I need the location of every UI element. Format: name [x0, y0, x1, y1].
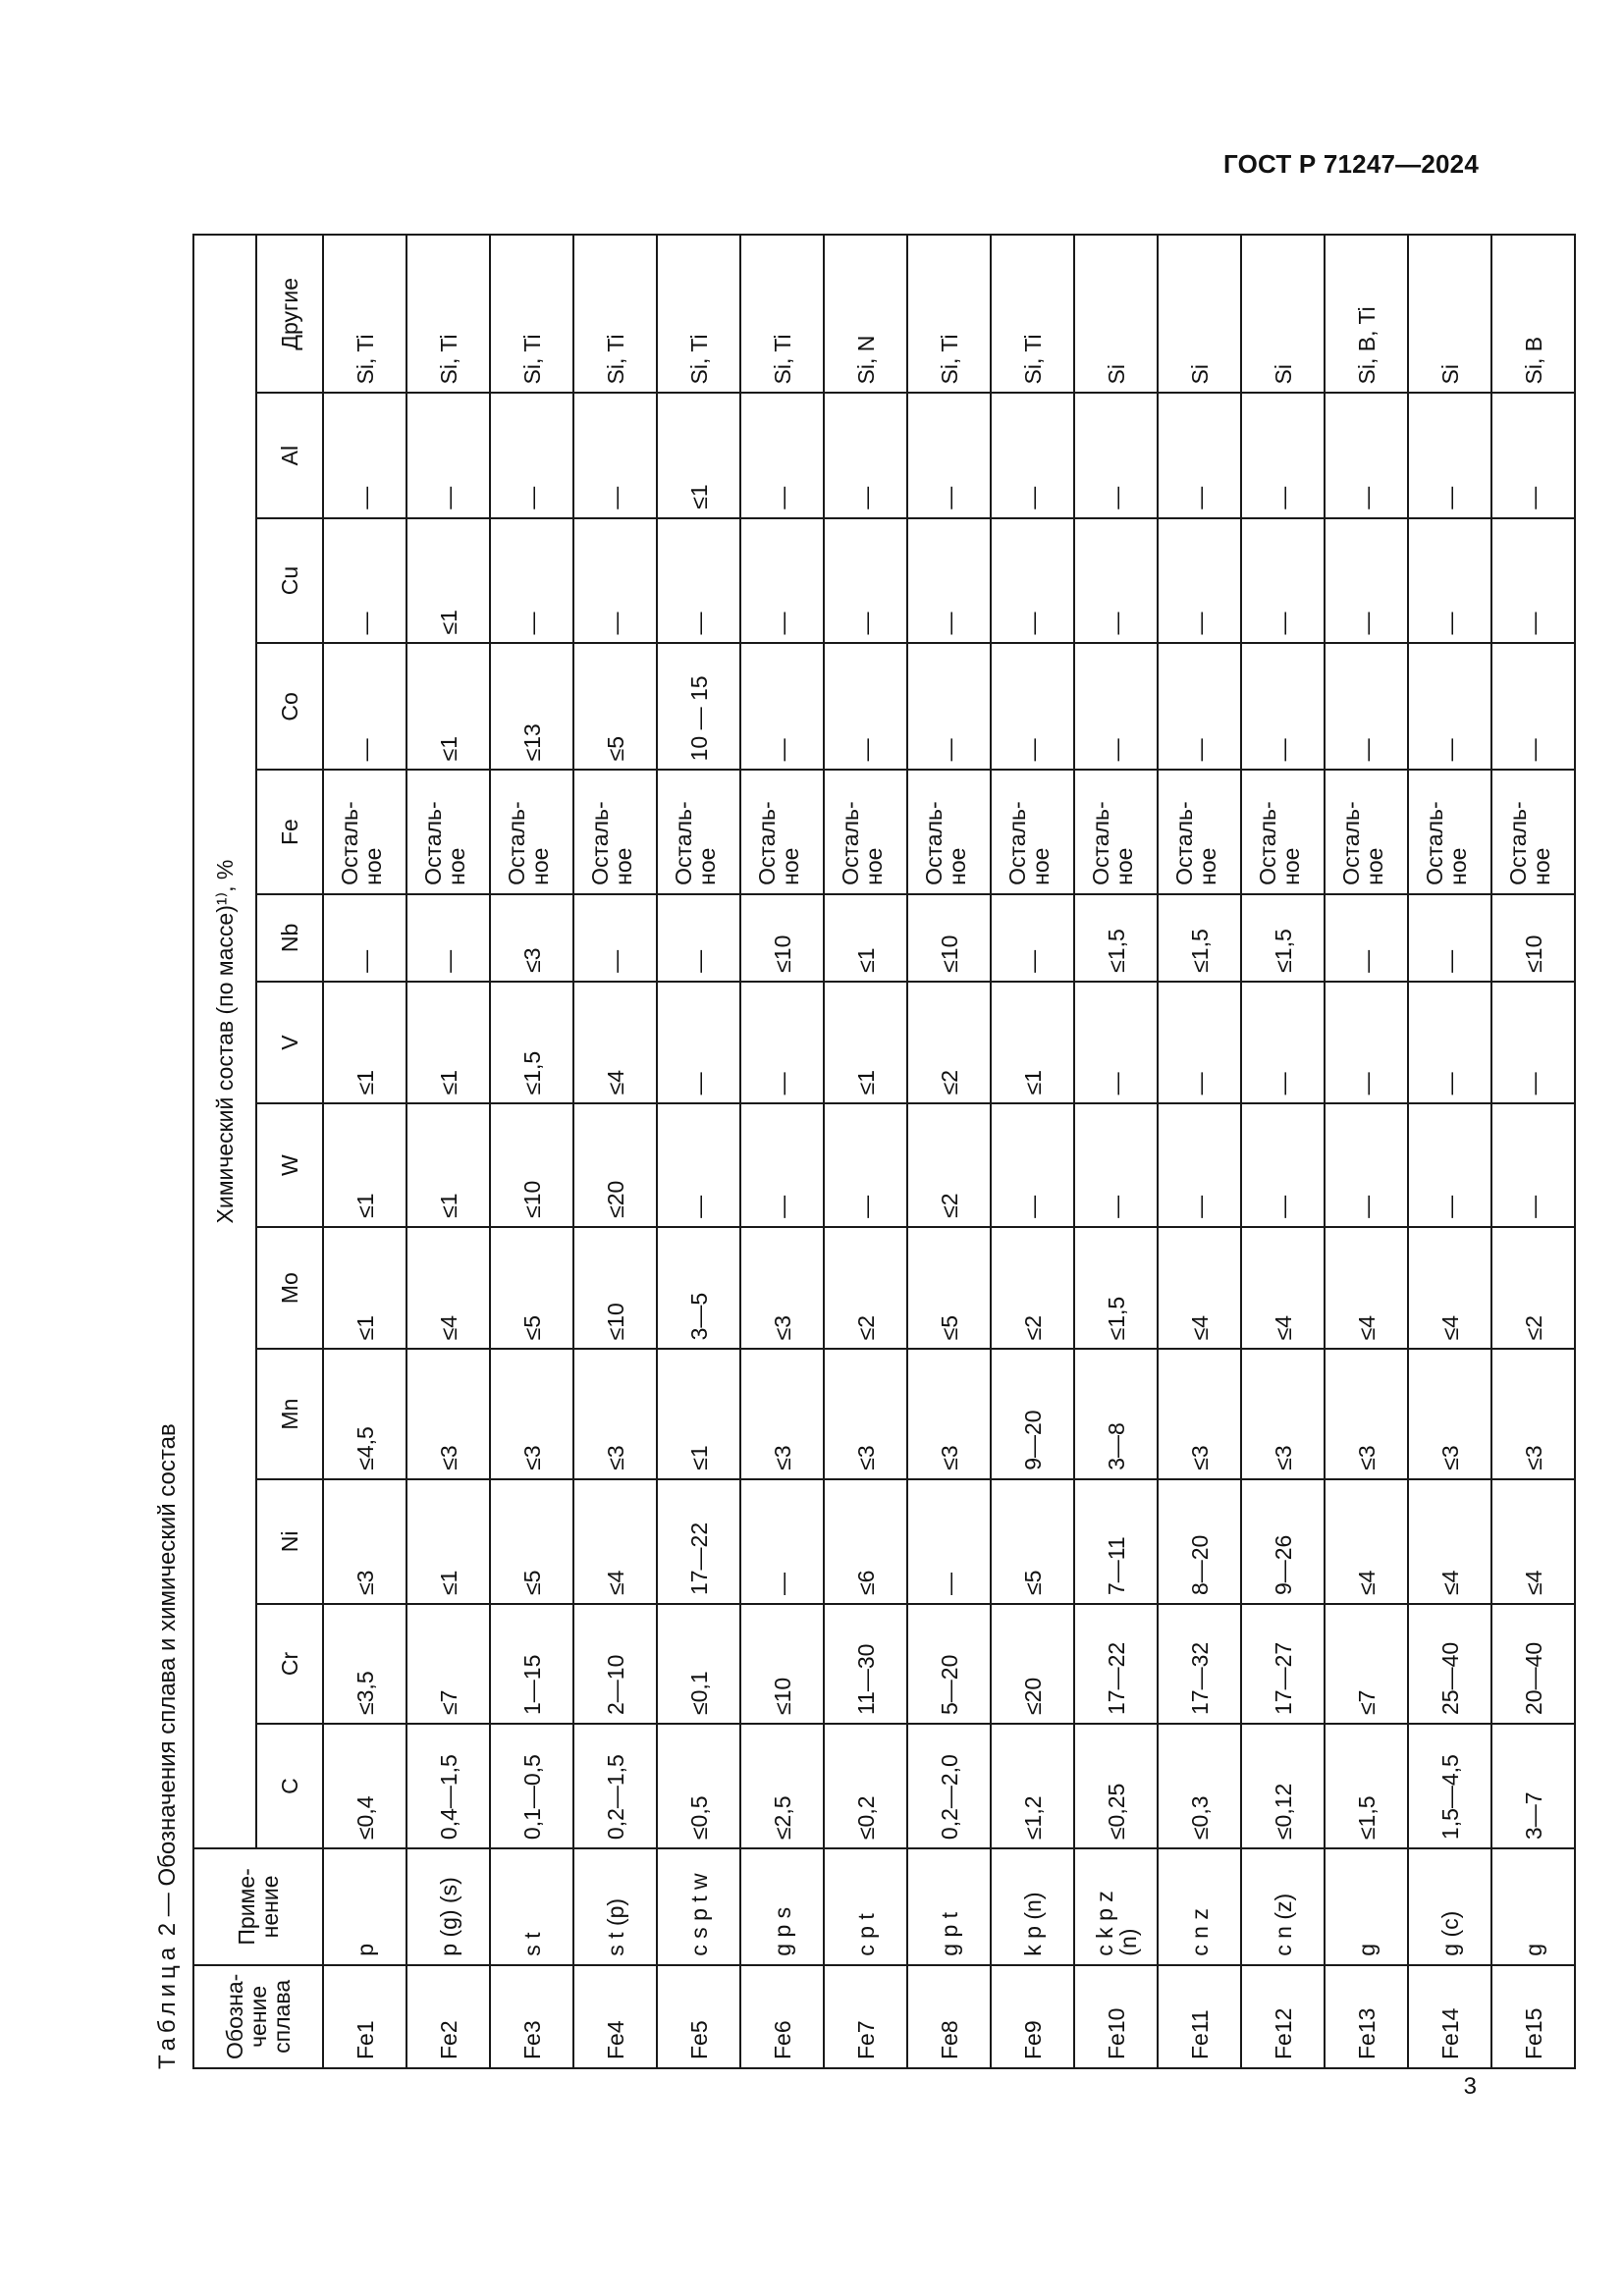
alloy-designation-cell: Fe14 [1408, 1965, 1491, 2068]
application-cell: g [1491, 1848, 1575, 1965]
header-element: Cr [256, 1604, 323, 1724]
header-element: Nb [256, 894, 323, 982]
table-caption-text: 2 — Обозначения сплава и химический состав [154, 1423, 181, 1943]
composition-cell: ≤4,5 [323, 1349, 406, 1478]
composition-cell: ≤1 [406, 518, 490, 644]
composition-cell: — [740, 393, 824, 517]
composition-cell: — [740, 1103, 824, 1226]
composition-cell: Осталь- ное [740, 770, 824, 894]
composition-cell: ≤0,2 [824, 1724, 907, 1848]
composition-cell: ≤4 [1158, 1227, 1241, 1350]
composition-cell: — [323, 894, 406, 982]
composition-cell: Si [1408, 235, 1491, 393]
alloy-designation-cell: Fe3 [490, 1965, 573, 2068]
composition-cell: — [824, 1103, 907, 1226]
header-element: W [256, 1103, 323, 1226]
composition-cell: ≤4 [573, 1479, 657, 1604]
composition-cell: ≤2 [1491, 1227, 1575, 1350]
application-cell: g p t [907, 1848, 991, 1965]
composition-cell: — [1158, 982, 1241, 1104]
composition-cell: 20—40 [1491, 1604, 1575, 1724]
composition-cell: — [740, 1479, 824, 1604]
composition-cell: Осталь- ное [1491, 770, 1575, 894]
composition-cell: ≤2 [907, 982, 991, 1104]
table-row [490, 235, 573, 2068]
composition-cell: Si, Ti [406, 235, 490, 393]
composition-cell: Si [1241, 235, 1325, 393]
table-row [824, 235, 907, 2068]
composition-cell: — [490, 393, 573, 517]
composition-cell: ≤3 [490, 894, 573, 982]
composition-cell: — [1408, 643, 1491, 770]
composition-cell: ≤0,3 [1158, 1724, 1241, 1848]
composition-cell: ≤4 [1408, 1227, 1491, 1350]
application-cell: p (g) (s) [406, 1848, 490, 1965]
composition-cell: 5—20 [907, 1604, 991, 1724]
alloy-designation-cell: Fe1 [323, 1965, 406, 2068]
application-cell: c p t [824, 1848, 907, 1965]
composition-cell: — [1325, 982, 1408, 1104]
composition-cell: ≤1 [406, 982, 490, 1104]
composition-cell: ≤4 [1325, 1479, 1408, 1604]
composition-cell: — [1408, 894, 1491, 982]
document-code: ГОСТ Р 71247—2024 [1223, 149, 1479, 179]
composition-cell: ≤6 [824, 1479, 907, 1604]
alloy-designation-cell: Fe10 [1074, 1965, 1158, 2068]
rotated-table-block [145, 234, 1554, 2069]
composition-cell: ≤0,5 [657, 1724, 740, 1848]
composition-cell: — [1491, 518, 1575, 644]
alloy-designation-cell: Fe7 [824, 1965, 907, 2068]
header-composition-group: Химический состав (по массе)¹⁾, % [193, 235, 256, 1848]
table-row [991, 235, 1074, 2068]
composition-cell: 0,1—0,5 [490, 1724, 573, 1848]
composition-cell: 9—20 [991, 1349, 1074, 1478]
composition-cell: ≤7 [1325, 1604, 1408, 1724]
alloy-designation-cell: Fe15 [1491, 1965, 1575, 2068]
composition-cell: ≤1,5 [1074, 894, 1158, 982]
composition-cell: Si, Ti [740, 235, 824, 393]
header-element: Mo [256, 1227, 323, 1350]
composition-cell: — [657, 894, 740, 982]
header-designation: Обозна- чение сплава [193, 1965, 323, 2068]
composition-cell: 17—32 [1158, 1604, 1241, 1724]
table-row [323, 235, 406, 2068]
composition-cell: ≤4 [1325, 1227, 1408, 1350]
composition-cell: Si, Ti [573, 235, 657, 393]
composition-cell: 3—8 [1074, 1349, 1158, 1478]
table-row [1158, 235, 1241, 2068]
composition-cell: 3—7 [1491, 1724, 1575, 1848]
table-caption-word: Таблица [154, 1942, 181, 2069]
composition-cell: ≤3 [406, 1349, 490, 1478]
composition-cell: Si [1074, 235, 1158, 393]
composition-cell: — [323, 393, 406, 517]
composition-cell: 8—20 [1158, 1479, 1241, 1604]
composition-cell: Осталь- ное [490, 770, 573, 894]
composition-cell: Осталь- ное [991, 770, 1074, 894]
composition-cell: 3—5 [657, 1227, 740, 1350]
composition-cell: — [1241, 643, 1325, 770]
composition-cell: ≤1 [657, 1349, 740, 1478]
composition-cell: ≤2 [907, 1103, 991, 1226]
application-cell: k p (n) [991, 1848, 1074, 1965]
composition-cell: Si [1158, 235, 1241, 393]
composition-cell: 7—11 [1074, 1479, 1158, 1604]
composition-cell: ≤3 [1491, 1349, 1575, 1478]
composition-cell: Si, B [1491, 235, 1575, 393]
composition-cell: — [907, 518, 991, 644]
composition-cell: — [1491, 643, 1575, 770]
composition-cell: — [1325, 393, 1408, 517]
header-element: Fe [256, 770, 323, 894]
composition-cell: ≤4 [406, 1227, 490, 1350]
composition-cell: — [1074, 643, 1158, 770]
composition-cell: 25—40 [1408, 1604, 1491, 1724]
composition-cell: Si, Ti [991, 235, 1074, 393]
composition-cell: — [1325, 643, 1408, 770]
composition-cell: — [824, 643, 907, 770]
composition-cell: ≤2,5 [740, 1724, 824, 1848]
composition-cell: — [1158, 643, 1241, 770]
composition-cell: ≤1,5 [1158, 894, 1241, 982]
application-cell: g (c) [1408, 1848, 1491, 1965]
table-body [323, 235, 1575, 2068]
composition-cell: ≤1,5 [490, 982, 573, 1104]
composition-cell: — [323, 643, 406, 770]
composition-cell: ≤5 [573, 643, 657, 770]
header-element: C [256, 1724, 323, 1848]
composition-cell: — [490, 518, 573, 644]
composition-cell: ≤0,4 [323, 1724, 406, 1848]
composition-cell: — [740, 982, 824, 1104]
table-row [907, 235, 991, 2068]
composition-cell: ≤2 [991, 1227, 1074, 1350]
composition-table [192, 234, 1576, 2069]
alloy-designation-cell: Fe4 [573, 1965, 657, 2068]
table-row [573, 235, 657, 2068]
table-row [1491, 235, 1575, 2068]
composition-cell: — [1074, 518, 1158, 644]
alloy-designation-cell: Fe6 [740, 1965, 824, 2068]
application-cell: s t [490, 1848, 573, 1965]
composition-cell: — [824, 518, 907, 644]
composition-cell: — [657, 1103, 740, 1226]
composition-cell: Si, N [824, 235, 907, 393]
composition-cell: ≤3,5 [323, 1604, 406, 1724]
composition-cell: — [907, 393, 991, 517]
page-number: 3 [1463, 2073, 1477, 2100]
composition-cell: — [1491, 982, 1575, 1104]
composition-cell: ≤5 [991, 1479, 1074, 1604]
composition-cell: ≤4 [1408, 1479, 1491, 1604]
composition-cell: ≤10 [907, 894, 991, 982]
header-element: Mn [256, 1349, 323, 1478]
table-row [1325, 235, 1408, 2068]
composition-cell: 2—10 [573, 1604, 657, 1724]
composition-cell: ≤1,2 [991, 1724, 1074, 1848]
composition-cell: ≤20 [573, 1103, 657, 1226]
application-cell: p [323, 1848, 406, 1965]
composition-cell: ≤3 [490, 1349, 573, 1478]
composition-cell: — [1408, 982, 1491, 1104]
composition-cell: — [573, 894, 657, 982]
composition-cell: — [1158, 518, 1241, 644]
alloy-designation-cell: Fe8 [907, 1965, 991, 2068]
application-cell: c k p z (n) [1074, 1848, 1158, 1965]
composition-cell: ≤5 [490, 1479, 573, 1604]
composition-cell: ≤1 [406, 1103, 490, 1226]
alloy-designation-cell: Fe12 [1241, 1965, 1325, 2068]
element-header-row [256, 235, 323, 2068]
composition-cell: — [1491, 1103, 1575, 1226]
composition-cell: — [1408, 518, 1491, 644]
composition-cell: ≤10 [1491, 894, 1575, 982]
composition-cell: Осталь- ное [1241, 770, 1325, 894]
application-cell: g p s [740, 1848, 824, 1965]
composition-cell: — [1074, 1103, 1158, 1226]
composition-cell: ≤1 [824, 894, 907, 982]
composition-cell: — [1074, 393, 1158, 517]
alloy-designation-cell: Fe11 [1158, 1965, 1241, 2068]
composition-cell: 11—30 [824, 1604, 907, 1724]
table-row [1408, 235, 1491, 2068]
composition-cell: — [657, 982, 740, 1104]
composition-cell: — [1325, 894, 1408, 982]
composition-cell: — [1241, 393, 1325, 517]
table-row [740, 235, 824, 2068]
composition-cell: ≤0,25 [1074, 1724, 1158, 1848]
composition-cell: Si, B, Ti [1325, 235, 1408, 393]
composition-cell: ≤10 [740, 1604, 824, 1724]
composition-cell: ≤1,5 [1241, 894, 1325, 982]
composition-cell: 17—27 [1241, 1604, 1325, 1724]
composition-cell: — [991, 894, 1074, 982]
application-cell: c n z [1158, 1848, 1241, 1965]
table-row [406, 235, 490, 2068]
composition-cell: Осталь- ное [1158, 770, 1241, 894]
composition-cell: ≤3 [1325, 1349, 1408, 1478]
composition-cell: Si, Ti [323, 235, 406, 393]
composition-cell: — [1158, 393, 1241, 517]
composition-cell: Осталь- ное [657, 770, 740, 894]
composition-cell: ≤7 [406, 1604, 490, 1724]
composition-cell: ≤3 [1158, 1349, 1241, 1478]
header-element: Ni [256, 1479, 323, 1604]
composition-cell: ≤0,12 [1241, 1724, 1325, 1848]
composition-cell: ≤20 [991, 1604, 1074, 1724]
composition-cell: 10 — 15 [657, 643, 740, 770]
composition-cell: — [1241, 1103, 1325, 1226]
composition-cell: Осталь- ное [573, 770, 657, 894]
table-caption [145, 1423, 190, 2069]
composition-cell: 0,2—2,0 [907, 1724, 991, 1848]
composition-cell: 0,4—1,5 [406, 1724, 490, 1848]
composition-cell: — [1325, 518, 1408, 644]
alloy-designation-cell: Fe9 [991, 1965, 1074, 2068]
composition-cell: ≤0,1 [657, 1604, 740, 1724]
header-element: Co [256, 643, 323, 770]
composition-cell: ≤10 [573, 1227, 657, 1350]
composition-cell: Si, Ti [907, 235, 991, 393]
composition-cell: ≤3 [740, 1349, 824, 1478]
composition-cell: Si, Ti [490, 235, 573, 393]
header-element: Cu [256, 518, 323, 644]
composition-cell: 0,2—1,5 [573, 1724, 657, 1848]
composition-cell: ≤1 [323, 1227, 406, 1350]
composition-cell: ≤1 [323, 1103, 406, 1226]
composition-cell: ≤3 [824, 1349, 907, 1478]
composition-cell: — [573, 518, 657, 644]
composition-cell: ≤4 [1241, 1227, 1325, 1350]
composition-cell: ≤10 [490, 1103, 573, 1226]
composition-cell: ≤3 [323, 1479, 406, 1604]
composition-cell: ≤1 [406, 1479, 490, 1604]
composition-cell: 17—22 [657, 1479, 740, 1604]
composition-cell: — [740, 643, 824, 770]
composition-cell: ≤10 [740, 894, 824, 982]
composition-cell: ≤3 [907, 1349, 991, 1478]
composition-cell: — [1158, 1103, 1241, 1226]
composition-cell: — [1241, 518, 1325, 644]
composition-cell: — [406, 894, 490, 982]
composition-cell: ≤1 [323, 982, 406, 1104]
table-row [1241, 235, 1325, 2068]
composition-cell: ≤4 [573, 982, 657, 1104]
composition-cell: 1—15 [490, 1604, 573, 1724]
application-cell: s t (p) [573, 1848, 657, 1965]
composition-cell: ≤1 [991, 982, 1074, 1104]
composition-cell: Осталь- ное [824, 770, 907, 894]
composition-cell: ≤3 [1408, 1349, 1491, 1478]
composition-cell: ≤3 [740, 1227, 824, 1350]
composition-cell: ≤3 [573, 1349, 657, 1478]
table-row [657, 235, 740, 2068]
composition-cell: ≤1 [657, 393, 740, 517]
composition-cell: — [991, 643, 1074, 770]
composition-cell: ≤4 [1491, 1479, 1575, 1604]
composition-cell: Осталь- ное [1325, 770, 1408, 894]
composition-cell: ≤2 [824, 1227, 907, 1350]
alloy-designation-cell: Fe13 [1325, 1965, 1408, 2068]
composition-cell: 1,5—4,5 [1408, 1724, 1491, 1848]
composition-cell: ≤3 [1241, 1349, 1325, 1478]
composition-cell: — [907, 1479, 991, 1604]
composition-cell: Si, Ti [657, 235, 740, 393]
composition-cell: ≤1 [406, 643, 490, 770]
application-cell: c s p t w [657, 1848, 740, 1965]
composition-cell: — [740, 518, 824, 644]
composition-cell: — [1408, 1103, 1491, 1226]
header-element: Другие [256, 235, 323, 393]
composition-cell: — [406, 393, 490, 517]
composition-cell: — [1408, 393, 1491, 517]
composition-cell: — [1241, 982, 1325, 1104]
table-row [1074, 235, 1158, 2068]
composition-cell: — [907, 643, 991, 770]
composition-cell: Осталь- ное [1074, 770, 1158, 894]
application-cell: g [1325, 1848, 1408, 1965]
header-application: Приме- нение [193, 1848, 323, 1965]
composition-cell: Осталь- ное [1408, 770, 1491, 894]
composition-cell: — [1074, 982, 1158, 1104]
composition-cell: ≤5 [490, 1227, 573, 1350]
header-element: V [256, 982, 323, 1104]
header-element: Al [256, 393, 323, 517]
composition-cell: ≤1 [824, 982, 907, 1104]
composition-cell: — [991, 1103, 1074, 1226]
alloy-designation-cell: Fe5 [657, 1965, 740, 2068]
composition-cell: ≤1,5 [1325, 1724, 1408, 1848]
composition-cell: Осталь- ное [323, 770, 406, 894]
alloy-designation-cell: Fe2 [406, 1965, 490, 2068]
composition-cell: ≤1,5 [1074, 1227, 1158, 1350]
composition-cell: ≤5 [907, 1227, 991, 1350]
composition-cell: Осталь- ное [406, 770, 490, 894]
composition-cell: — [991, 393, 1074, 517]
composition-cell: Осталь- ное [907, 770, 991, 894]
composition-cell: 17—22 [1074, 1604, 1158, 1724]
composition-cell: ≤13 [490, 643, 573, 770]
composition-cell: — [1325, 1103, 1408, 1226]
application-cell: c n (z) [1241, 1848, 1325, 1965]
composition-cell: — [657, 518, 740, 644]
composition-cell: — [824, 393, 907, 517]
composition-cell: — [991, 518, 1074, 644]
composition-cell: — [323, 518, 406, 644]
composition-cell: — [1491, 393, 1575, 517]
composition-cell: 9—26 [1241, 1479, 1325, 1604]
composition-cell: — [573, 393, 657, 517]
